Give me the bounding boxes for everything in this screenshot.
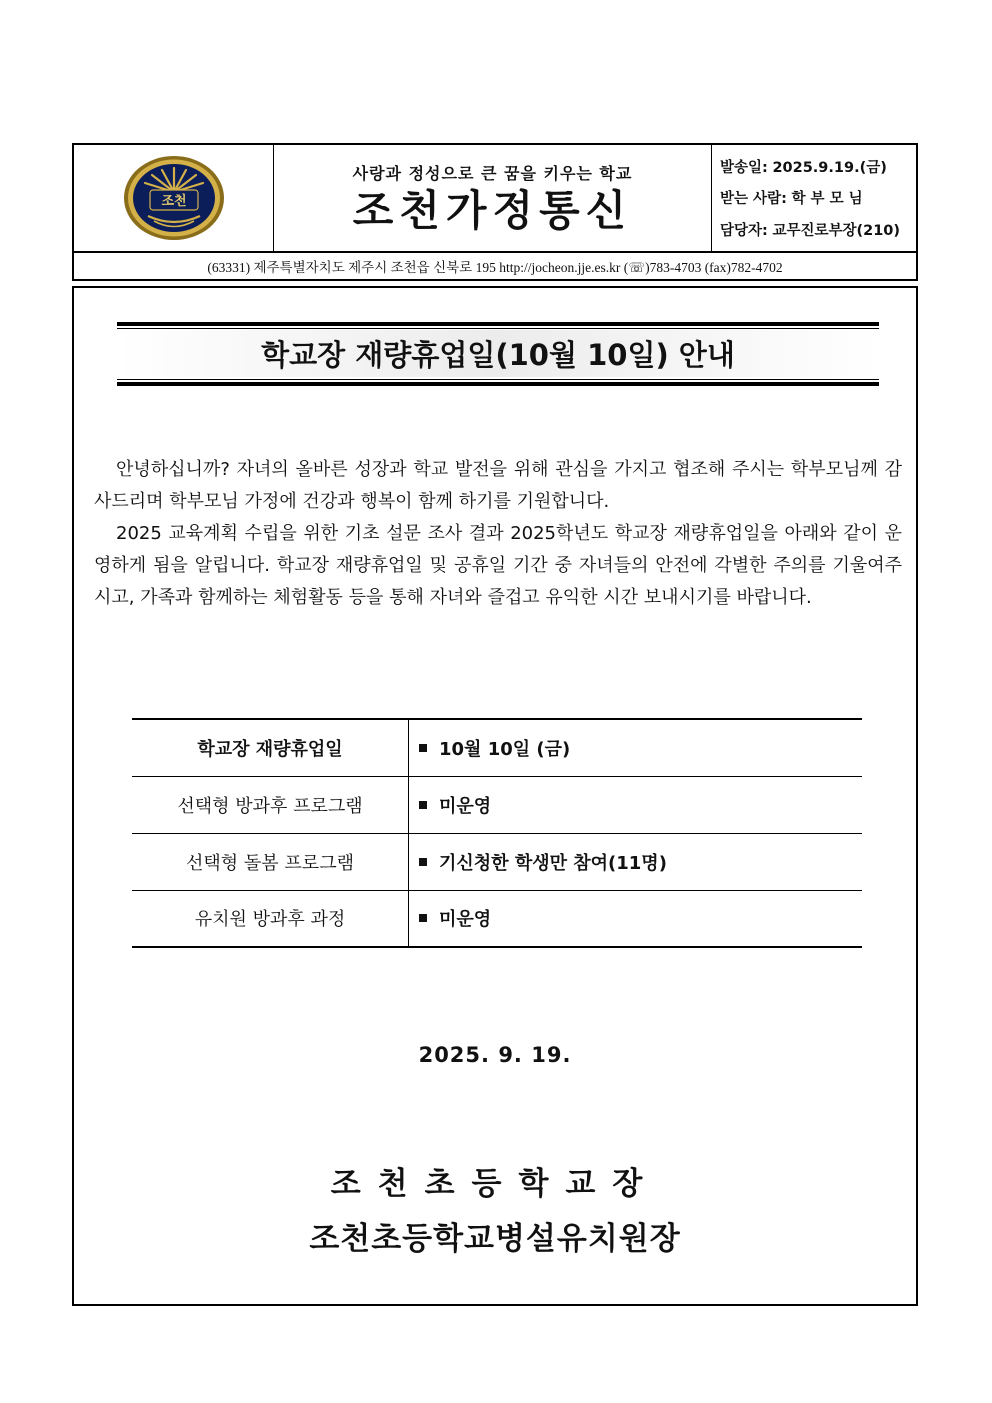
notice-body (72, 286, 918, 1306)
newsletter-header (72, 143, 918, 253)
table-row (132, 776, 862, 833)
manager: 교무진로부장(210) (772, 222, 901, 239)
row-value: 미운영 (439, 909, 492, 931)
notice-title: 학교장 재량휴업일(10월 10일) 안내 (117, 330, 879, 377)
notice-title-box (117, 322, 879, 386)
bullet-icon (419, 858, 427, 866)
bullet-icon (419, 744, 427, 752)
row-label: 선택형 돌봄 프로그램 (132, 833, 409, 890)
sent-date-row: 발송일: 2025.9.19.(금) (720, 160, 887, 177)
school-address: (63331) 제주특별자치도 제주시 조천읍 신북로 195 http://jocheon.jje.es.kr (☏)783-4703 (fax)782-4702 (72, 253, 918, 281)
row-label: 학교장 재량휴업일 (132, 719, 409, 776)
logo-cell (74, 145, 274, 251)
row-label: 유치원 방과후 과정 (132, 890, 409, 947)
greeting-paragraph: 안녕하십니까? 자녀의 올바른 성장과 학교 발전을 위해 관심을 가지고 협조해 주시는 학부모님께 감사드리며 학부모님 가정에 건강과 행복이 함께 하기를 기원합니다. (94, 459, 902, 512)
row-value: 기신청한 학생만 참여(11명) (439, 852, 667, 874)
issue-info (712, 145, 916, 251)
school-emblem-icon (122, 154, 226, 242)
sent-date: 2025.9.19.(금) (772, 160, 887, 177)
svg-text:조천: 조천 (160, 194, 187, 209)
table-row (132, 833, 862, 890)
recipient-row: 받는 사람: 학 부 모 님 (720, 191, 863, 208)
row-label: 선택형 방과후 프로그램 (132, 776, 409, 833)
kindergarten-director-signature: 조천초등학교병설유치원장 (309, 1221, 681, 1257)
row-value: 10월 10일 (금) (439, 738, 571, 760)
recipient: 학 부 모 님 (791, 191, 863, 208)
bullet-icon (419, 801, 427, 809)
bullet-icon (419, 914, 427, 922)
principal-signature: 조천초등학교장 (330, 1166, 660, 1202)
school-slogan: 사랑과 정성으로 큰 꿈을 키우는 학교 (352, 164, 633, 184)
row-value: 미운영 (439, 795, 492, 817)
table-row (132, 890, 862, 947)
title-cell (274, 145, 712, 251)
newsletter-title: 조천가정통신 (352, 186, 633, 236)
notice-date: 2025. 9. 19. (418, 1043, 572, 1067)
manager-row: 담당자: 교무진로부장(210) (720, 222, 901, 239)
table-row (132, 719, 862, 776)
schedule-table (132, 718, 862, 948)
announcement-paragraph: 2025 교육계획 수립을 위한 기초 설문 조사 결과 2025학년도 학교장 재량휴업일을 아래와 같이 운영하게 됨을 알립니다. 학교장 재량휴업일 및 공휴일 기간 중 자녀들의 안전에 각별한 주의를 기울여주시고, 가족과 함께하는 체험활동 등을 통해 자녀와 즐겁고 유익한 시간 보내시기를 바랍니다. (94, 523, 902, 608)
